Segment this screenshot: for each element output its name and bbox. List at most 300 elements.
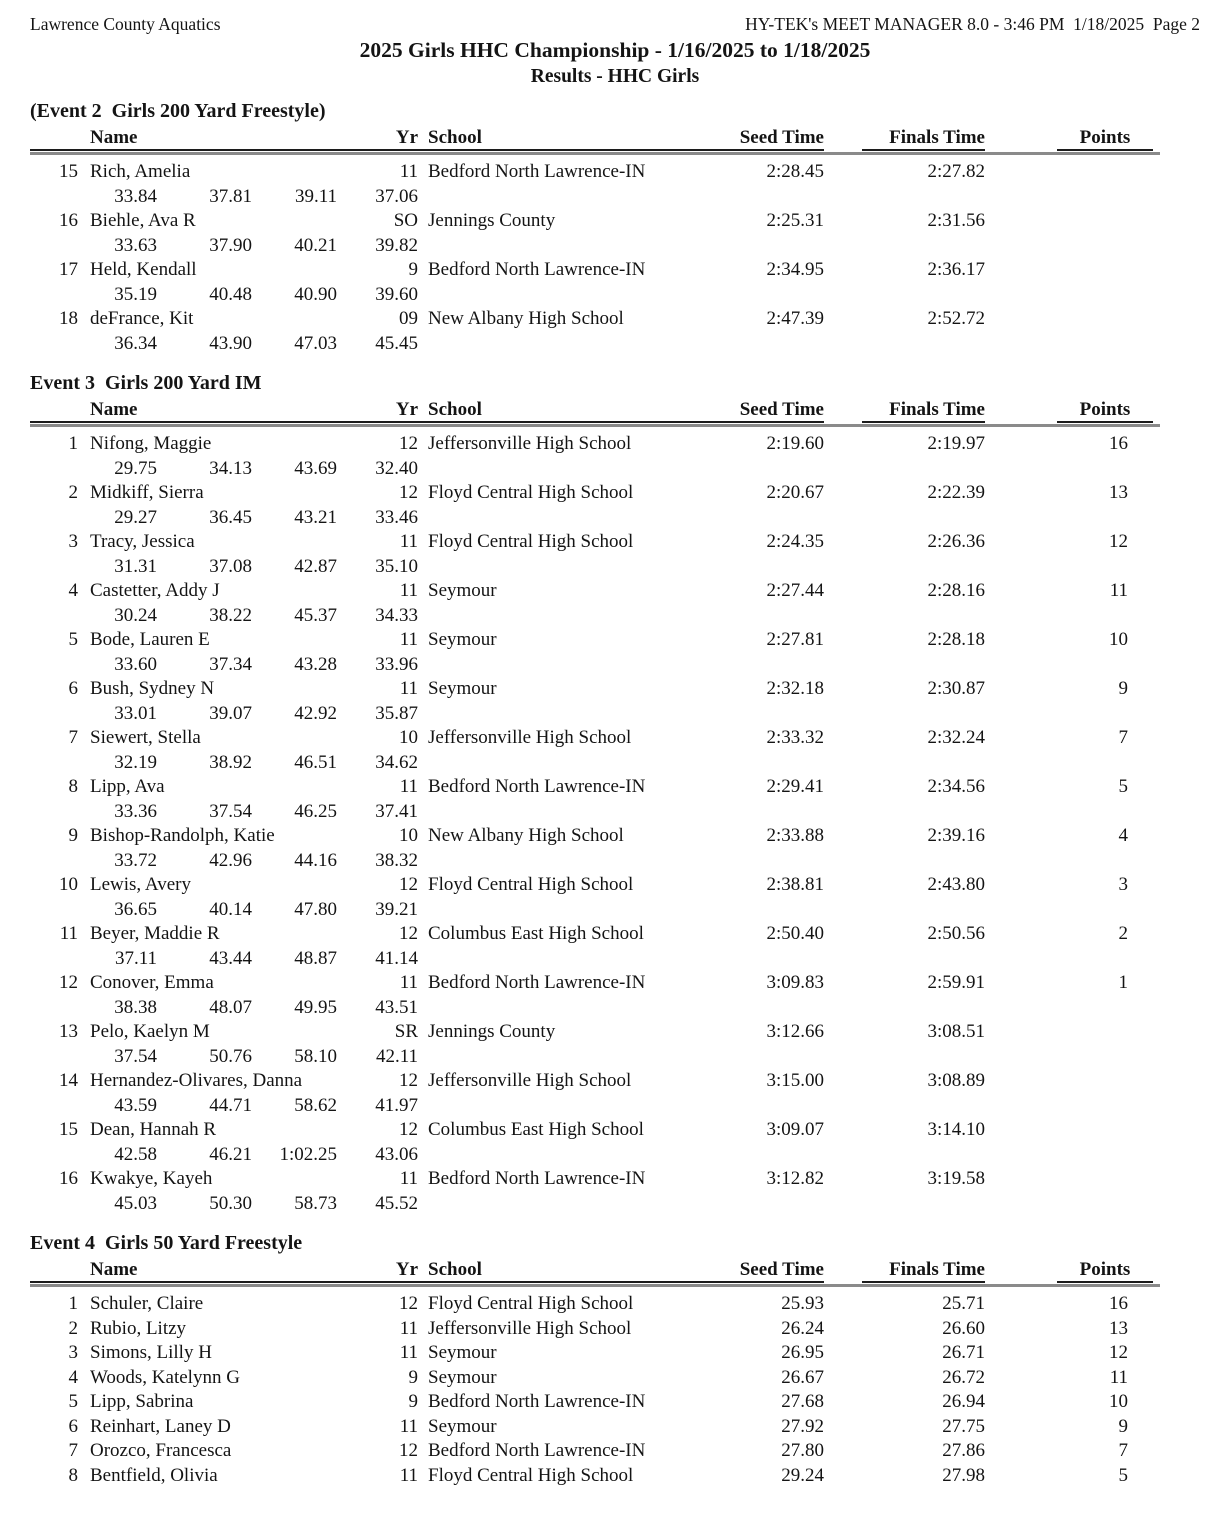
year-cell: 11 xyxy=(399,531,418,552)
table-row xyxy=(30,677,1200,702)
col-school: School xyxy=(428,1259,482,1280)
school-cell: Bedford North Lawrence-IN xyxy=(428,1391,646,1412)
finals-time-cell: 2:34.56 xyxy=(927,776,985,797)
header-gap xyxy=(985,398,1057,423)
split-value: 45.37 xyxy=(294,604,337,626)
year-cell: 10 xyxy=(399,825,418,846)
school-cell: Bedford North Lawrence-IN xyxy=(428,1440,646,1461)
swimmer-name-cell: Reinhart, Laney D xyxy=(90,1415,231,1437)
col-place xyxy=(30,398,78,421)
school-cell: Seymour xyxy=(428,1415,497,1437)
col-yr: Yr xyxy=(395,1259,418,1280)
finals-time-cell: 2:59.91 xyxy=(927,972,985,993)
school-cell: Bedford North Lawrence-IN xyxy=(428,259,646,280)
finals-time-cell: 2:43.80 xyxy=(927,874,985,895)
seed-time-cell: 29.24 xyxy=(781,1464,824,1486)
place-cell: 14 xyxy=(59,1070,78,1091)
year-cell: 11 xyxy=(399,776,418,797)
points-cell xyxy=(985,160,1128,185)
year-cell: 12 xyxy=(399,433,418,454)
swimmer-name-cell: Simons, Lilly H xyxy=(90,1342,212,1363)
table-row xyxy=(30,922,1200,947)
col-school: School xyxy=(428,127,482,148)
split-value: 44.16 xyxy=(294,849,337,871)
split-value: 50.30 xyxy=(209,1192,252,1214)
table-row xyxy=(30,1390,1200,1415)
points-cell: 10 xyxy=(1109,629,1128,650)
points-cell xyxy=(985,1020,1128,1045)
table-row xyxy=(30,1415,1200,1440)
split-value: 50.76 xyxy=(209,1045,252,1067)
table-row xyxy=(30,209,1200,234)
split-value: 32.40 xyxy=(375,457,418,479)
year-cell: 12 xyxy=(399,1440,418,1461)
points-cell: 3 xyxy=(1118,874,1128,895)
table-row xyxy=(30,1020,1200,1045)
split-value: 42.11 xyxy=(375,1045,418,1067)
split-value: 43.69 xyxy=(294,457,337,479)
points-cell: 16 xyxy=(1109,433,1128,454)
split-value: 43.06 xyxy=(375,1143,418,1165)
points-cell xyxy=(985,258,1128,283)
header-gap xyxy=(824,1258,862,1283)
school-cell: Floyd Central High School xyxy=(428,1464,634,1486)
split-value: 47.03 xyxy=(294,332,337,354)
year-cell: 9 xyxy=(408,259,418,280)
school-cell: Seymour xyxy=(428,629,497,650)
split-value: 42.87 xyxy=(294,555,337,577)
points-cell: 11 xyxy=(1109,580,1128,601)
split-value: 31.31 xyxy=(114,555,157,577)
split-value: 40.90 xyxy=(294,283,337,305)
place-cell: 15 xyxy=(59,1119,78,1140)
finals-time-cell: 2:27.82 xyxy=(927,161,985,182)
split-value: 39.11 xyxy=(294,185,337,207)
split-value: 58.10 xyxy=(294,1045,337,1067)
finals-time-cell: 2:32.24 xyxy=(927,727,985,748)
finals-time-cell: 27.86 xyxy=(942,1440,985,1461)
split-value: 34.33 xyxy=(375,604,418,626)
table-row xyxy=(30,873,1200,898)
seed-time-cell: 26.24 xyxy=(781,1317,824,1339)
split-value: 40.48 xyxy=(209,283,252,305)
split-value: 39.60 xyxy=(375,283,418,305)
finals-time-cell: 3:14.10 xyxy=(927,1119,985,1140)
split-value: 33.72 xyxy=(114,849,157,871)
table-row xyxy=(30,160,1200,185)
swimmer-name-cell: Bentfield, Olivia xyxy=(90,1464,218,1486)
points-cell: 11 xyxy=(1109,1366,1128,1388)
place-cell: 17 xyxy=(59,259,78,280)
finals-time-cell: 26.71 xyxy=(942,1342,985,1363)
points-cell: 10 xyxy=(1109,1391,1128,1412)
swimmer-name-cell: Schuler, Claire xyxy=(90,1293,204,1314)
table-row xyxy=(30,824,1200,849)
splits-row xyxy=(30,1192,1200,1217)
place-cell: 8 xyxy=(68,776,78,797)
split-value: 36.34 xyxy=(114,332,157,354)
year-cell: 11 xyxy=(399,1342,418,1363)
year-cell: 12 xyxy=(399,923,418,944)
split-value: 34.13 xyxy=(209,457,252,479)
table-row xyxy=(30,1439,1200,1464)
points-cell: 1 xyxy=(1118,972,1128,993)
place-cell: 3 xyxy=(68,531,78,552)
split-value: 32.19 xyxy=(114,751,157,773)
points-cell xyxy=(985,1167,1128,1192)
place-cell: 5 xyxy=(68,1391,78,1412)
points-cell xyxy=(985,307,1128,332)
table-row xyxy=(30,1167,1200,1192)
points-cell: 12 xyxy=(1109,1342,1128,1363)
table-row xyxy=(30,1464,1200,1489)
school-cell: Bedford North Lawrence-IN xyxy=(428,1168,646,1189)
finals-time-cell: 2:50.56 xyxy=(927,923,985,944)
split-value: 42.96 xyxy=(209,849,252,871)
seed-time-cell: 2:25.31 xyxy=(766,210,824,231)
points-cell xyxy=(985,209,1128,234)
swimmer-name-cell: Hernandez-Olivares, Danna xyxy=(90,1070,303,1091)
year-cell: 09 xyxy=(399,308,418,329)
school-cell: New Albany High School xyxy=(428,825,624,846)
results-header xyxy=(30,398,1157,423)
header-underline-left xyxy=(30,126,824,151)
split-value: 37.34 xyxy=(209,653,252,675)
place-cell: 4 xyxy=(68,1366,78,1388)
split-value: 46.21 xyxy=(209,1143,252,1165)
year-cell: SR xyxy=(394,1021,418,1042)
col-name: Name xyxy=(90,399,138,420)
splits-row xyxy=(30,996,1200,1021)
year-cell: 11 xyxy=(399,580,418,601)
split-value: 35.87 xyxy=(375,702,418,724)
col-points: Points xyxy=(1057,1258,1153,1283)
points-cell: 5 xyxy=(1118,1464,1128,1486)
place-cell: 2 xyxy=(68,1317,78,1339)
split-value: 33.36 xyxy=(114,800,157,822)
seed-time-cell: 3:15.00 xyxy=(766,1070,824,1091)
points-cell xyxy=(985,1069,1128,1094)
split-value: 37.41 xyxy=(375,800,418,822)
place-cell: 8 xyxy=(68,1464,78,1486)
school-cell: Floyd Central High School xyxy=(428,874,634,895)
split-value: 40.21 xyxy=(294,234,337,256)
col-seed-time: Seed Time xyxy=(739,399,824,420)
swimmer-name-cell: deFrance, Kit xyxy=(90,308,194,329)
finals-time-cell: 2:22.39 xyxy=(927,482,985,503)
school-cell: Floyd Central High School xyxy=(428,482,634,503)
split-value: 48.87 xyxy=(294,947,337,969)
split-value: 34.62 xyxy=(375,751,418,773)
split-value: 33.01 xyxy=(114,702,157,724)
split-value: 43.28 xyxy=(294,653,337,675)
points-cell: 2 xyxy=(1118,923,1128,944)
seed-time-cell: 2:33.88 xyxy=(766,825,824,846)
split-value: 38.38 xyxy=(114,996,157,1018)
swimmer-name-cell: Bush, Sydney N xyxy=(90,678,215,699)
table-row xyxy=(30,726,1200,751)
place-cell: 1 xyxy=(68,1293,78,1314)
splits-row xyxy=(30,1045,1200,1070)
splits-row xyxy=(30,332,1200,357)
school-cell: Columbus East High School xyxy=(428,923,644,944)
splits-row xyxy=(30,604,1200,629)
split-value: 47.80 xyxy=(294,898,337,920)
col-seed-time: Seed Time xyxy=(739,127,824,148)
table-row xyxy=(30,307,1200,332)
col-finals-time: Finals Time xyxy=(862,1258,985,1283)
place-cell: 6 xyxy=(68,678,78,699)
results-header xyxy=(30,126,1157,151)
swimmer-name-cell: Orozco, Francesca xyxy=(90,1440,232,1461)
school-cell: Jeffersonville High School xyxy=(428,1070,632,1091)
col-points: Points xyxy=(1057,398,1153,423)
finals-time-cell: 26.94 xyxy=(942,1391,985,1412)
year-cell: 11 xyxy=(399,161,418,182)
header-underline-left xyxy=(30,1258,824,1283)
split-value: 36.45 xyxy=(209,506,252,528)
finals-time-cell: 2:28.18 xyxy=(927,629,985,650)
place-cell: 11 xyxy=(59,923,78,944)
school-cell: New Albany High School xyxy=(428,308,624,329)
points-cell: 16 xyxy=(1109,1293,1128,1314)
year-cell: 10 xyxy=(399,727,418,748)
col-place xyxy=(30,1258,78,1281)
split-value: 43.90 xyxy=(209,332,252,354)
seed-time-cell: 2:27.44 xyxy=(766,580,824,601)
split-value: 38.92 xyxy=(209,751,252,773)
table-row xyxy=(30,1292,1200,1317)
split-value: 39.07 xyxy=(209,702,252,724)
year-cell: 11 xyxy=(399,678,418,699)
school-cell: Jennings County xyxy=(428,1021,556,1042)
col-points: Points xyxy=(1057,126,1153,151)
finals-time-cell: 2:39.16 xyxy=(927,825,985,846)
seed-time-cell: 27.80 xyxy=(781,1440,824,1461)
swimmer-name-cell: Lewis, Avery xyxy=(90,874,191,895)
points-cell: 9 xyxy=(1118,678,1128,699)
event-title: (Event 2 Girls 200 Yard Freestyle) xyxy=(30,100,326,122)
seed-time-cell: 2:38.81 xyxy=(766,874,824,895)
seed-time-cell: 2:50.40 xyxy=(766,923,824,944)
split-value: 58.62 xyxy=(294,1094,337,1116)
header-gap xyxy=(985,126,1057,151)
finals-time-cell: 27.75 xyxy=(942,1415,985,1437)
split-value: 37.06 xyxy=(375,185,418,207)
year-cell: 9 xyxy=(408,1391,418,1412)
header-gap xyxy=(985,1258,1057,1283)
col-yr: Yr xyxy=(395,127,418,148)
seed-time-cell: 2:33.32 xyxy=(766,727,824,748)
seed-time-cell: 2:19.60 xyxy=(766,433,824,454)
program-info: HY-TEK's MEET MANAGER 8.0 - 3:46 PM 1/18/2025 Page 2 xyxy=(745,14,1200,34)
points-cell: 7 xyxy=(1118,1440,1128,1461)
place-cell: 16 xyxy=(59,210,78,231)
points-cell: 12 xyxy=(1109,531,1128,552)
col-place xyxy=(30,126,78,149)
year-cell: 11 xyxy=(399,1317,418,1339)
year-cell: 12 xyxy=(399,482,418,503)
finals-time-cell: 3:08.89 xyxy=(927,1070,985,1091)
school-cell: Seymour xyxy=(428,678,497,699)
school-cell: Floyd Central High School xyxy=(428,1293,634,1314)
seed-time-cell: 3:12.66 xyxy=(766,1021,824,1042)
swimmer-name-cell: Beyer, Maddie R xyxy=(90,923,220,944)
points-cell: 4 xyxy=(1118,825,1128,846)
split-value: 33.84 xyxy=(114,185,157,207)
split-value: 46.51 xyxy=(294,751,337,773)
table-row xyxy=(30,481,1200,506)
split-value: 37.11 xyxy=(114,947,157,969)
table-row xyxy=(30,258,1200,283)
split-value: 39.21 xyxy=(375,898,418,920)
points-cell: 7 xyxy=(1118,727,1128,748)
table-row xyxy=(30,432,1200,457)
place-cell: 1 xyxy=(68,433,78,454)
points-cell: 9 xyxy=(1118,1415,1128,1437)
event-section xyxy=(30,99,1200,356)
year-cell: 11 xyxy=(399,1415,418,1437)
finals-time-cell: 26.72 xyxy=(942,1366,985,1388)
col-name: Name xyxy=(90,127,138,148)
year-cell: 11 xyxy=(399,1168,418,1189)
swimmer-name-cell: Conover, Emma xyxy=(90,972,214,993)
swimmer-name-cell: Lipp, Ava xyxy=(90,776,165,797)
page-header xyxy=(30,13,1200,36)
header-underline-left xyxy=(30,398,824,423)
split-value: 30.24 xyxy=(114,604,157,626)
finals-time-cell: 2:30.87 xyxy=(927,678,985,699)
split-value: 35.10 xyxy=(375,555,418,577)
split-value: 33.46 xyxy=(375,506,418,528)
finals-time-cell: 3:19.58 xyxy=(927,1168,985,1189)
split-value: 45.45 xyxy=(375,332,418,354)
split-value: 43.44 xyxy=(209,947,252,969)
seed-time-cell: 2:24.35 xyxy=(766,531,824,552)
split-value: 37.54 xyxy=(114,1045,157,1067)
swimmer-name-cell: Midkiff, Sierra xyxy=(90,482,204,503)
split-value: 41.14 xyxy=(375,947,418,969)
finals-time-cell: 27.98 xyxy=(942,1464,985,1486)
seed-time-cell: 2:47.39 xyxy=(766,308,824,329)
split-value: 43.59 xyxy=(114,1094,157,1116)
place-cell: 9 xyxy=(68,825,78,846)
seed-time-cell: 26.67 xyxy=(781,1366,824,1388)
seed-time-cell: 2:32.18 xyxy=(766,678,824,699)
school-cell: Jeffersonville High School xyxy=(428,1317,632,1339)
col-yr: Yr xyxy=(395,399,418,420)
splits-row xyxy=(30,1143,1200,1168)
swimmer-name-cell: Pelo, Kaelyn M xyxy=(90,1021,210,1042)
split-value: 37.90 xyxy=(209,234,252,256)
swimmer-name-cell: Nifong, Maggie xyxy=(90,433,212,454)
split-value: 29.27 xyxy=(114,506,157,528)
finals-time-cell: 25.71 xyxy=(942,1293,985,1314)
table-row xyxy=(30,1341,1200,1366)
event-section xyxy=(30,371,1200,1216)
seed-time-cell: 27.92 xyxy=(781,1415,824,1437)
place-cell: 4 xyxy=(68,580,78,601)
col-name: Name xyxy=(90,1259,138,1280)
place-cell: 10 xyxy=(59,874,78,895)
year-cell: 12 xyxy=(399,1070,418,1091)
split-value: 37.54 xyxy=(209,800,252,822)
events xyxy=(30,99,1200,1488)
finals-time-cell: 3:08.51 xyxy=(927,1021,985,1042)
school-cell: Floyd Central High School xyxy=(428,531,634,552)
school-cell: Bedford North Lawrence-IN xyxy=(428,161,646,182)
year-cell: SO xyxy=(393,210,418,231)
year-cell: 9 xyxy=(408,1366,418,1388)
table-row xyxy=(30,1118,1200,1143)
place-cell: 15 xyxy=(59,161,78,182)
table-row xyxy=(30,1366,1200,1391)
split-value: 29.75 xyxy=(114,457,157,479)
splits-row xyxy=(30,506,1200,531)
swimmer-name-cell: Lipp, Sabrina xyxy=(90,1391,194,1412)
split-value: 33.63 xyxy=(114,234,157,256)
splits-row xyxy=(30,1094,1200,1119)
school-cell: Jeffersonville High School xyxy=(428,433,632,454)
splits-row xyxy=(30,457,1200,482)
seed-time-cell: 2:27.81 xyxy=(766,629,824,650)
points-cell xyxy=(985,1118,1128,1143)
swimmer-name-cell: Dean, Hannah R xyxy=(90,1119,217,1140)
place-cell: 7 xyxy=(68,727,78,748)
school-cell: Columbus East High School xyxy=(428,1119,644,1140)
split-value: 36.65 xyxy=(114,898,157,920)
seed-time-cell: 3:12.82 xyxy=(766,1168,824,1189)
col-school: School xyxy=(428,399,482,420)
finals-time-cell: 2:19.97 xyxy=(927,433,985,454)
swimmer-name-cell: Tracy, Jessica xyxy=(90,531,195,552)
seed-time-cell: 27.68 xyxy=(781,1391,824,1412)
splits-row xyxy=(30,702,1200,727)
place-cell: 13 xyxy=(59,1021,78,1042)
split-value: 39.82 xyxy=(375,234,418,256)
school-cell: Seymour xyxy=(428,580,497,601)
split-value: 43.21 xyxy=(294,506,337,528)
year-cell: 12 xyxy=(399,1293,418,1314)
points-cell: 13 xyxy=(1109,482,1128,503)
results-header xyxy=(30,1258,1157,1283)
header-gap xyxy=(824,398,862,423)
table-row xyxy=(30,579,1200,604)
header-gap xyxy=(824,126,862,151)
school-cell: Seymour xyxy=(428,1342,497,1363)
split-value: 45.03 xyxy=(114,1192,157,1214)
swimmer-name-cell: Woods, Katelynn G xyxy=(90,1366,240,1388)
col-finals-time: Finals Time xyxy=(862,398,985,423)
place-cell: 5 xyxy=(68,629,78,650)
swimmer-name-cell: Held, Kendall xyxy=(90,259,197,280)
split-value: 44.71 xyxy=(209,1094,252,1116)
finals-time-cell: 2:28.16 xyxy=(927,580,985,601)
split-value: 42.58 xyxy=(114,1143,157,1165)
split-value: 58.73 xyxy=(294,1192,337,1214)
seed-time-cell: 3:09.83 xyxy=(766,972,824,993)
meet-title: 2025 Girls HHC Championship - 1/16/2025 to 1/18/2025 xyxy=(359,38,871,62)
swimmer-name-cell: Castetter, Addy J xyxy=(90,580,220,601)
year-cell: 11 xyxy=(399,1464,418,1486)
place-cell: 7 xyxy=(68,1440,78,1461)
place-cell: 18 xyxy=(59,308,78,329)
swimmer-name-cell: Siewert, Stella xyxy=(90,727,201,748)
finals-time-cell: 2:26.36 xyxy=(927,531,985,552)
splits-row xyxy=(30,898,1200,923)
table-row xyxy=(30,530,1200,555)
table-row xyxy=(30,775,1200,800)
